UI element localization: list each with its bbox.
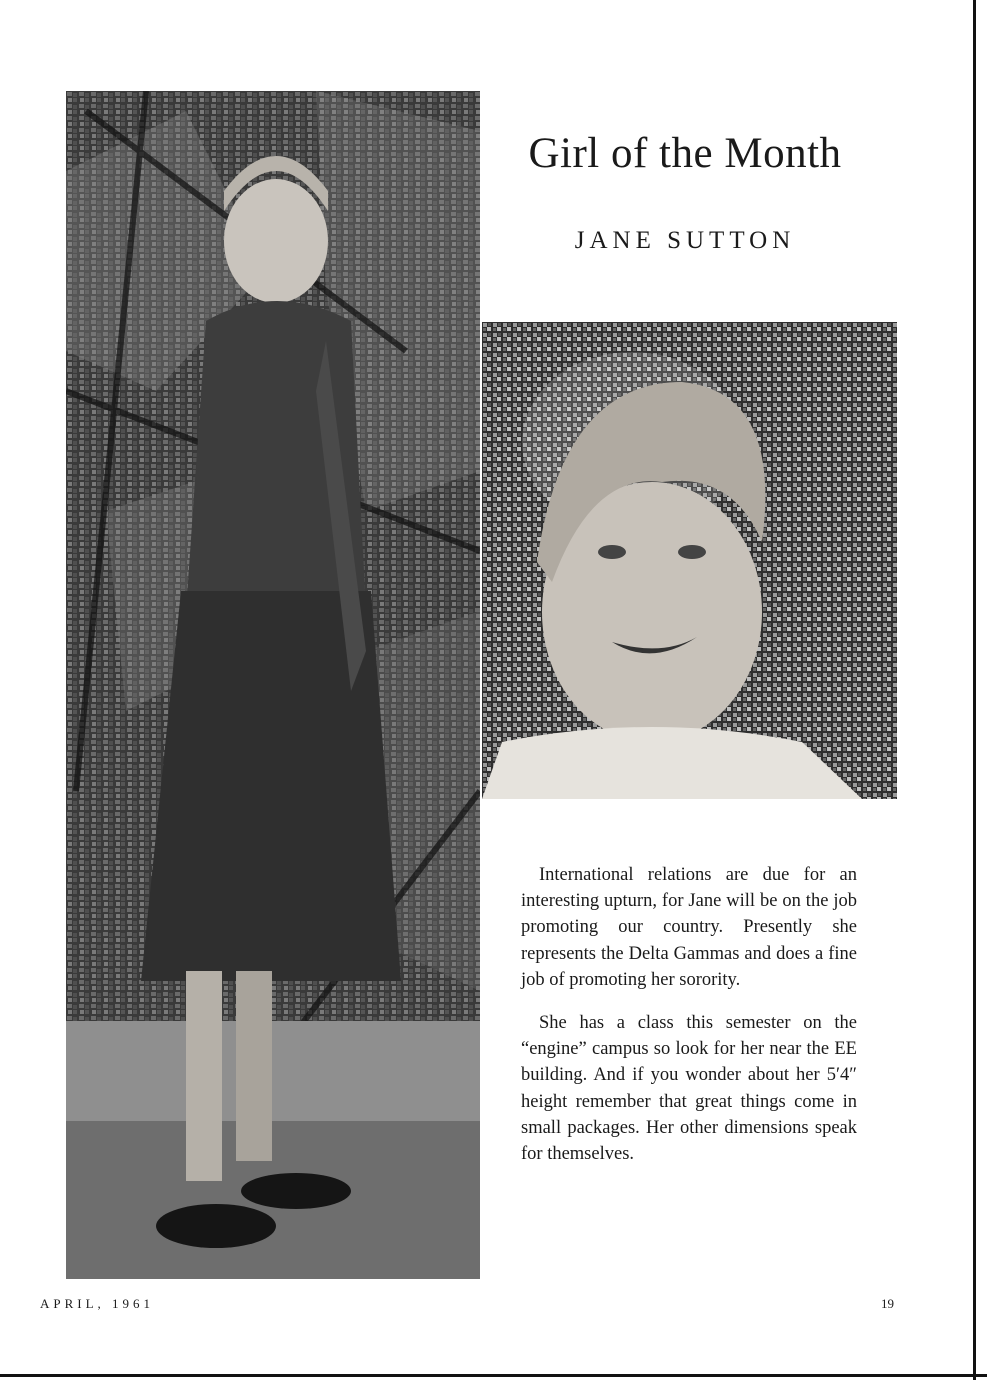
full-length-photo — [66, 91, 480, 1279]
page-number: 19 — [881, 1296, 894, 1311]
article-body — [521, 862, 857, 1184]
page-edge-right — [973, 0, 976, 1380]
page-edge-bottom — [0, 1374, 987, 1377]
portrait-photo — [482, 322, 897, 799]
body-paragraph-1: International relations are due for an interesting upturn, for Jane will be on the job promoting our country. Presently she represents the Delta Gammas and does a fine job of promoting her sorority. — [521, 865, 857, 990]
article-title: Girl of the Month — [528, 130, 842, 177]
body-paragraph-2: She has a class this semester on the “engine” campus so look for her near the EE building. And if you wonder about her 5′4″ height remember that great things come in small packages. Her other dimensions speak for themselves. — [521, 1013, 857, 1165]
issue-date: APRIL, 1961 — [40, 1296, 155, 1311]
subject-name: JANE SUTTON — [574, 227, 796, 254]
